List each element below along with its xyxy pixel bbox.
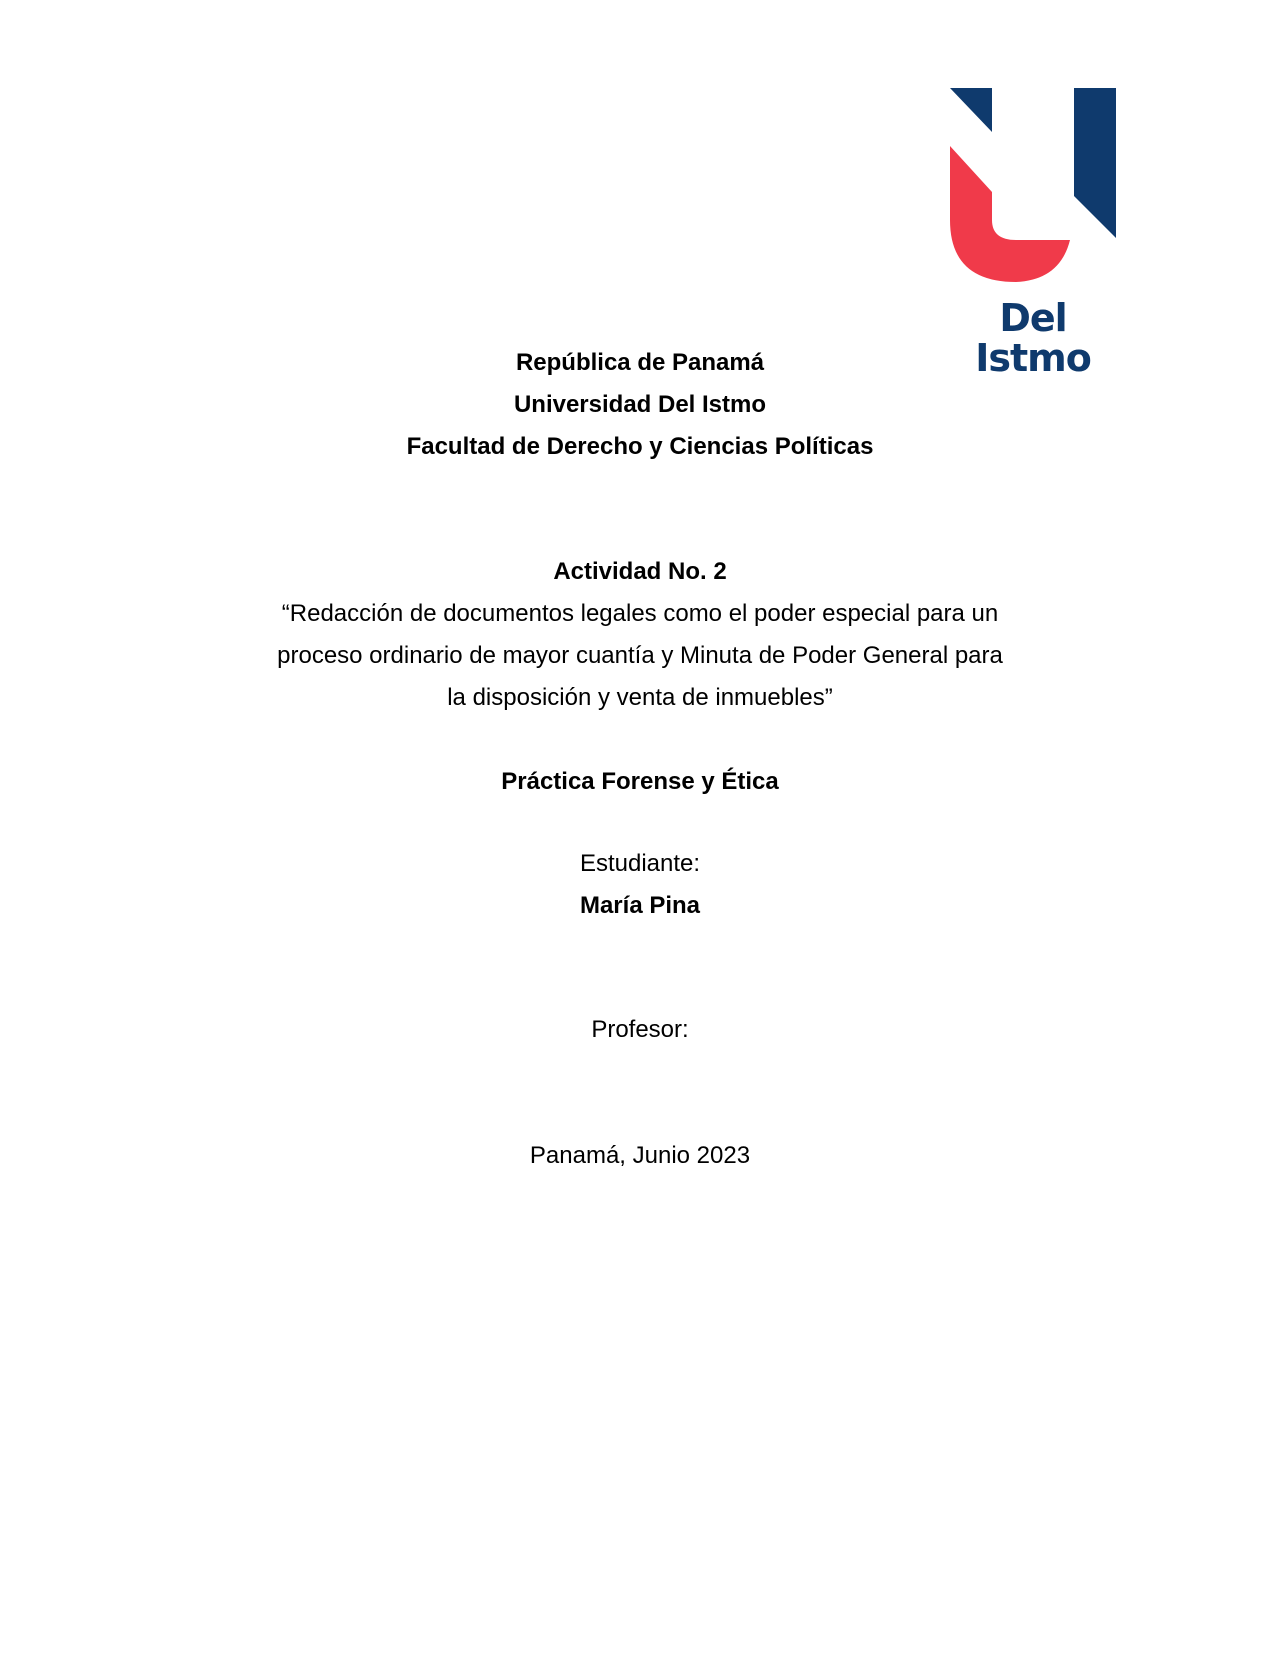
university-heading: Universidad Del Istmo xyxy=(513,391,767,418)
logo-wordmark: Del Istmo xyxy=(975,296,1091,380)
student-label: Estudiante: xyxy=(579,850,701,877)
del-istmo-logo-icon xyxy=(950,88,1116,288)
country-heading: República de Panamá xyxy=(515,349,765,376)
place-date: Panamá, Junio 2023 xyxy=(529,1142,751,1169)
activity-description-line-1: “Redacción de documentos legales como el poder especial para un xyxy=(281,600,999,627)
activity-description-line-3: la disposición y venta de inmuebles” xyxy=(447,684,833,711)
course-title: Práctica Forense y Ética xyxy=(501,768,779,795)
university-logo xyxy=(950,88,1116,380)
faculty-heading: Facultad de Derecho y Ciencias Políticas xyxy=(406,433,874,460)
student-name: María Pina xyxy=(579,892,701,919)
professor-label: Profesor: xyxy=(591,1016,689,1043)
activity-description-line-2: proceso ordinario de mayor cuantía y Minuta de Poder General para xyxy=(277,642,1003,669)
activity-title: Actividad No. 2 xyxy=(553,558,727,585)
